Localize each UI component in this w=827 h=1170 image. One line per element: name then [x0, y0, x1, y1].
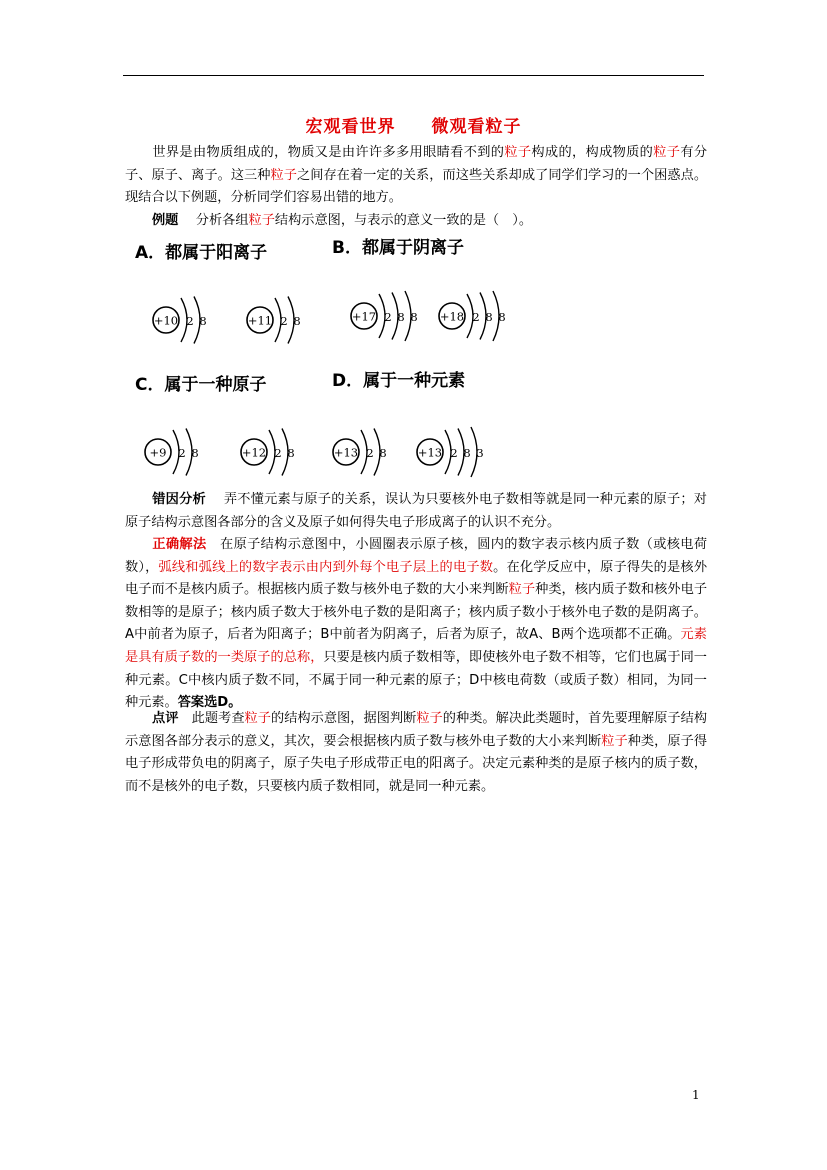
comment-paragraph — [125, 708, 707, 798]
shell-electron-count: 2 — [178, 446, 186, 460]
text-run: 有分子、原子、离子。这三种 — [125, 145, 708, 183]
text-run: 粒子 — [416, 711, 443, 726]
title-right: 微观看粒子 — [431, 117, 522, 137]
page-title — [0, 112, 827, 137]
shell-electron-count: 8 — [199, 314, 207, 328]
shell-electron-count: 8 — [379, 446, 387, 460]
nucleus-charge: +13 — [333, 445, 359, 460]
atom-svg — [437, 286, 519, 346]
shell-electron-count: 2 — [280, 314, 288, 328]
atom-diagram — [349, 286, 431, 350]
atom-diagram — [151, 290, 219, 354]
atom-diagram — [415, 422, 497, 486]
text-run: 种类，原子得电子形成带负电的阴离子，原子失电子形成带正电的阳离子。决定元素种类的是原子核内的质子数，而不是核外的电子数，只要核内质子数相同，就是同一种元素。 — [125, 733, 708, 794]
atom-diagram — [331, 422, 399, 486]
text-run: 粒子 — [248, 213, 275, 228]
shell-electron-count: 8 — [485, 310, 493, 324]
text-run: 错因分析 — [152, 492, 206, 507]
nucleus-charge: +11 — [247, 313, 273, 328]
text-run: 正确解法 — [152, 537, 207, 552]
nucleus-charge: +12 — [241, 445, 267, 460]
shell-electron-count: 8 — [293, 314, 301, 328]
text-run: 粒子 — [244, 711, 271, 726]
text-run: 的结构示意图，据图判断 — [270, 711, 417, 726]
text-run: 粒子 — [508, 582, 536, 598]
shell-electron-count: 2 — [450, 446, 458, 460]
intro-paragraph — [125, 142, 707, 210]
text-run: 的种类。解决此类题时，首先要理解原子结构示意图各部分表示的意义，其次，要会根据核内质子数与核外电子数的大小来判断 — [125, 711, 708, 749]
text-run: 元素是具有质子数的一类原子的总称， — [125, 627, 707, 665]
text-run: 粒子 — [270, 167, 297, 183]
shell-electron-count: 2 — [472, 310, 480, 324]
shell-electron-count: 2 — [366, 446, 374, 460]
shell-electron-count: 2 — [384, 310, 392, 324]
error-analysis-paragraph — [125, 489, 707, 534]
atom-svg — [143, 422, 211, 482]
text-run: 此题考查 — [178, 711, 245, 726]
nucleus-charge: +18 — [439, 309, 465, 324]
text-run: 粒子 — [653, 145, 681, 160]
text-run: 种类，核内质子数和核外电子数相等的是原子；核内质子数大于核外电子数的是阳离子；核内质子数小于核外电子数的是阴离子。A中前者为原子，后者为阳离子；B中前者为阴离子，后者为原子，故A、B两个选项都不正确。 — [125, 582, 708, 643]
nucleus-charge: +17 — [351, 309, 377, 324]
text-run: 粒子 — [504, 145, 532, 160]
shell-electron-count: 2 — [186, 314, 194, 328]
text-run: 弄不懂元素与原子的关系，误认为只要核外电子数相等就是同一种元素的原子；对原子结构示意图各部分的含义及原子如何得失电子形成离子的认识不充分。 — [125, 492, 707, 530]
text-run: 答案选D。 — [177, 695, 242, 711]
nucleus-charge: +9 — [149, 445, 167, 460]
text-run: 例题 — [152, 213, 179, 228]
solution-paragraph — [125, 534, 707, 715]
atom-diagram — [437, 286, 519, 350]
shell-electron-count: 3 — [476, 446, 484, 460]
atom-diagram — [239, 422, 307, 486]
shell-electron-count: 8 — [498, 310, 506, 324]
shell-electron-count: 8 — [397, 310, 405, 324]
text-run: 世界是由物质组成的，物质又是由许许多多用眼睛看不到的 — [152, 145, 505, 160]
text-run: 。在化学反应中，原子得失的是核外电子而不是核内质子。根据核内质子数与核外电子数的大小来判断 — [125, 559, 708, 598]
atom-svg — [415, 422, 497, 482]
text-run: 点评 — [152, 711, 179, 726]
option-c-label: C．属于一种原子 — [135, 375, 267, 395]
atom-svg — [331, 422, 399, 482]
shell-electron-count: 8 — [287, 446, 295, 460]
text-run: 之间存在着一定的关系，而这些关系却成了同学们学习的一个困惑点。现结合以下例题，分析同学们容易出错的地方。 — [125, 167, 708, 206]
text-run: 分析各组 — [178, 213, 249, 228]
atom-svg — [245, 290, 313, 350]
particle-structure-figure — [125, 230, 545, 490]
text-run: 只要是核内质子数相等，即使核外电子数不相等，它们也属于同一种元素。C中核内质子数不同，不属于同一种元素的原子；D中核电荷数（或质子数）相同，为同一种元素。 — [125, 649, 707, 711]
option-a-label: A．都属于阳离子 — [135, 243, 268, 263]
text-run: 在原子结构示意图中，小圆圈表示原子核，圆内的数字表示核内质子数（或核电荷数）， — [125, 537, 708, 575]
atom-svg — [349, 286, 431, 346]
option-b-label: B．都属于阴离子 — [332, 238, 464, 258]
title-left: 宏观看世界 — [305, 117, 396, 137]
atom-diagram — [143, 422, 211, 486]
atom-svg — [151, 290, 219, 350]
text-run: 结构示意图，与表示的意义一致的是（ ）。 — [274, 213, 533, 228]
text-run: 弧线和弧线上的数字表示由内到外每个电子层上的电子数 — [158, 559, 494, 575]
text-run: 构成的，构成物质的 — [531, 145, 654, 160]
nucleus-charge: +13 — [417, 445, 443, 460]
page-number: 1 — [692, 1088, 700, 1102]
header-rule — [123, 75, 704, 76]
text-run: 粒子 — [601, 733, 628, 749]
shell-electron-count: 2 — [274, 446, 282, 460]
shell-electron-count: 8 — [463, 446, 471, 460]
shell-electron-count: 8 — [191, 446, 199, 460]
option-d-label: D．属于一种元素 — [332, 371, 466, 391]
atom-svg — [239, 422, 307, 482]
atom-diagram — [245, 290, 313, 354]
shell-electron-count: 8 — [410, 310, 418, 324]
nucleus-charge: +10 — [153, 313, 179, 328]
